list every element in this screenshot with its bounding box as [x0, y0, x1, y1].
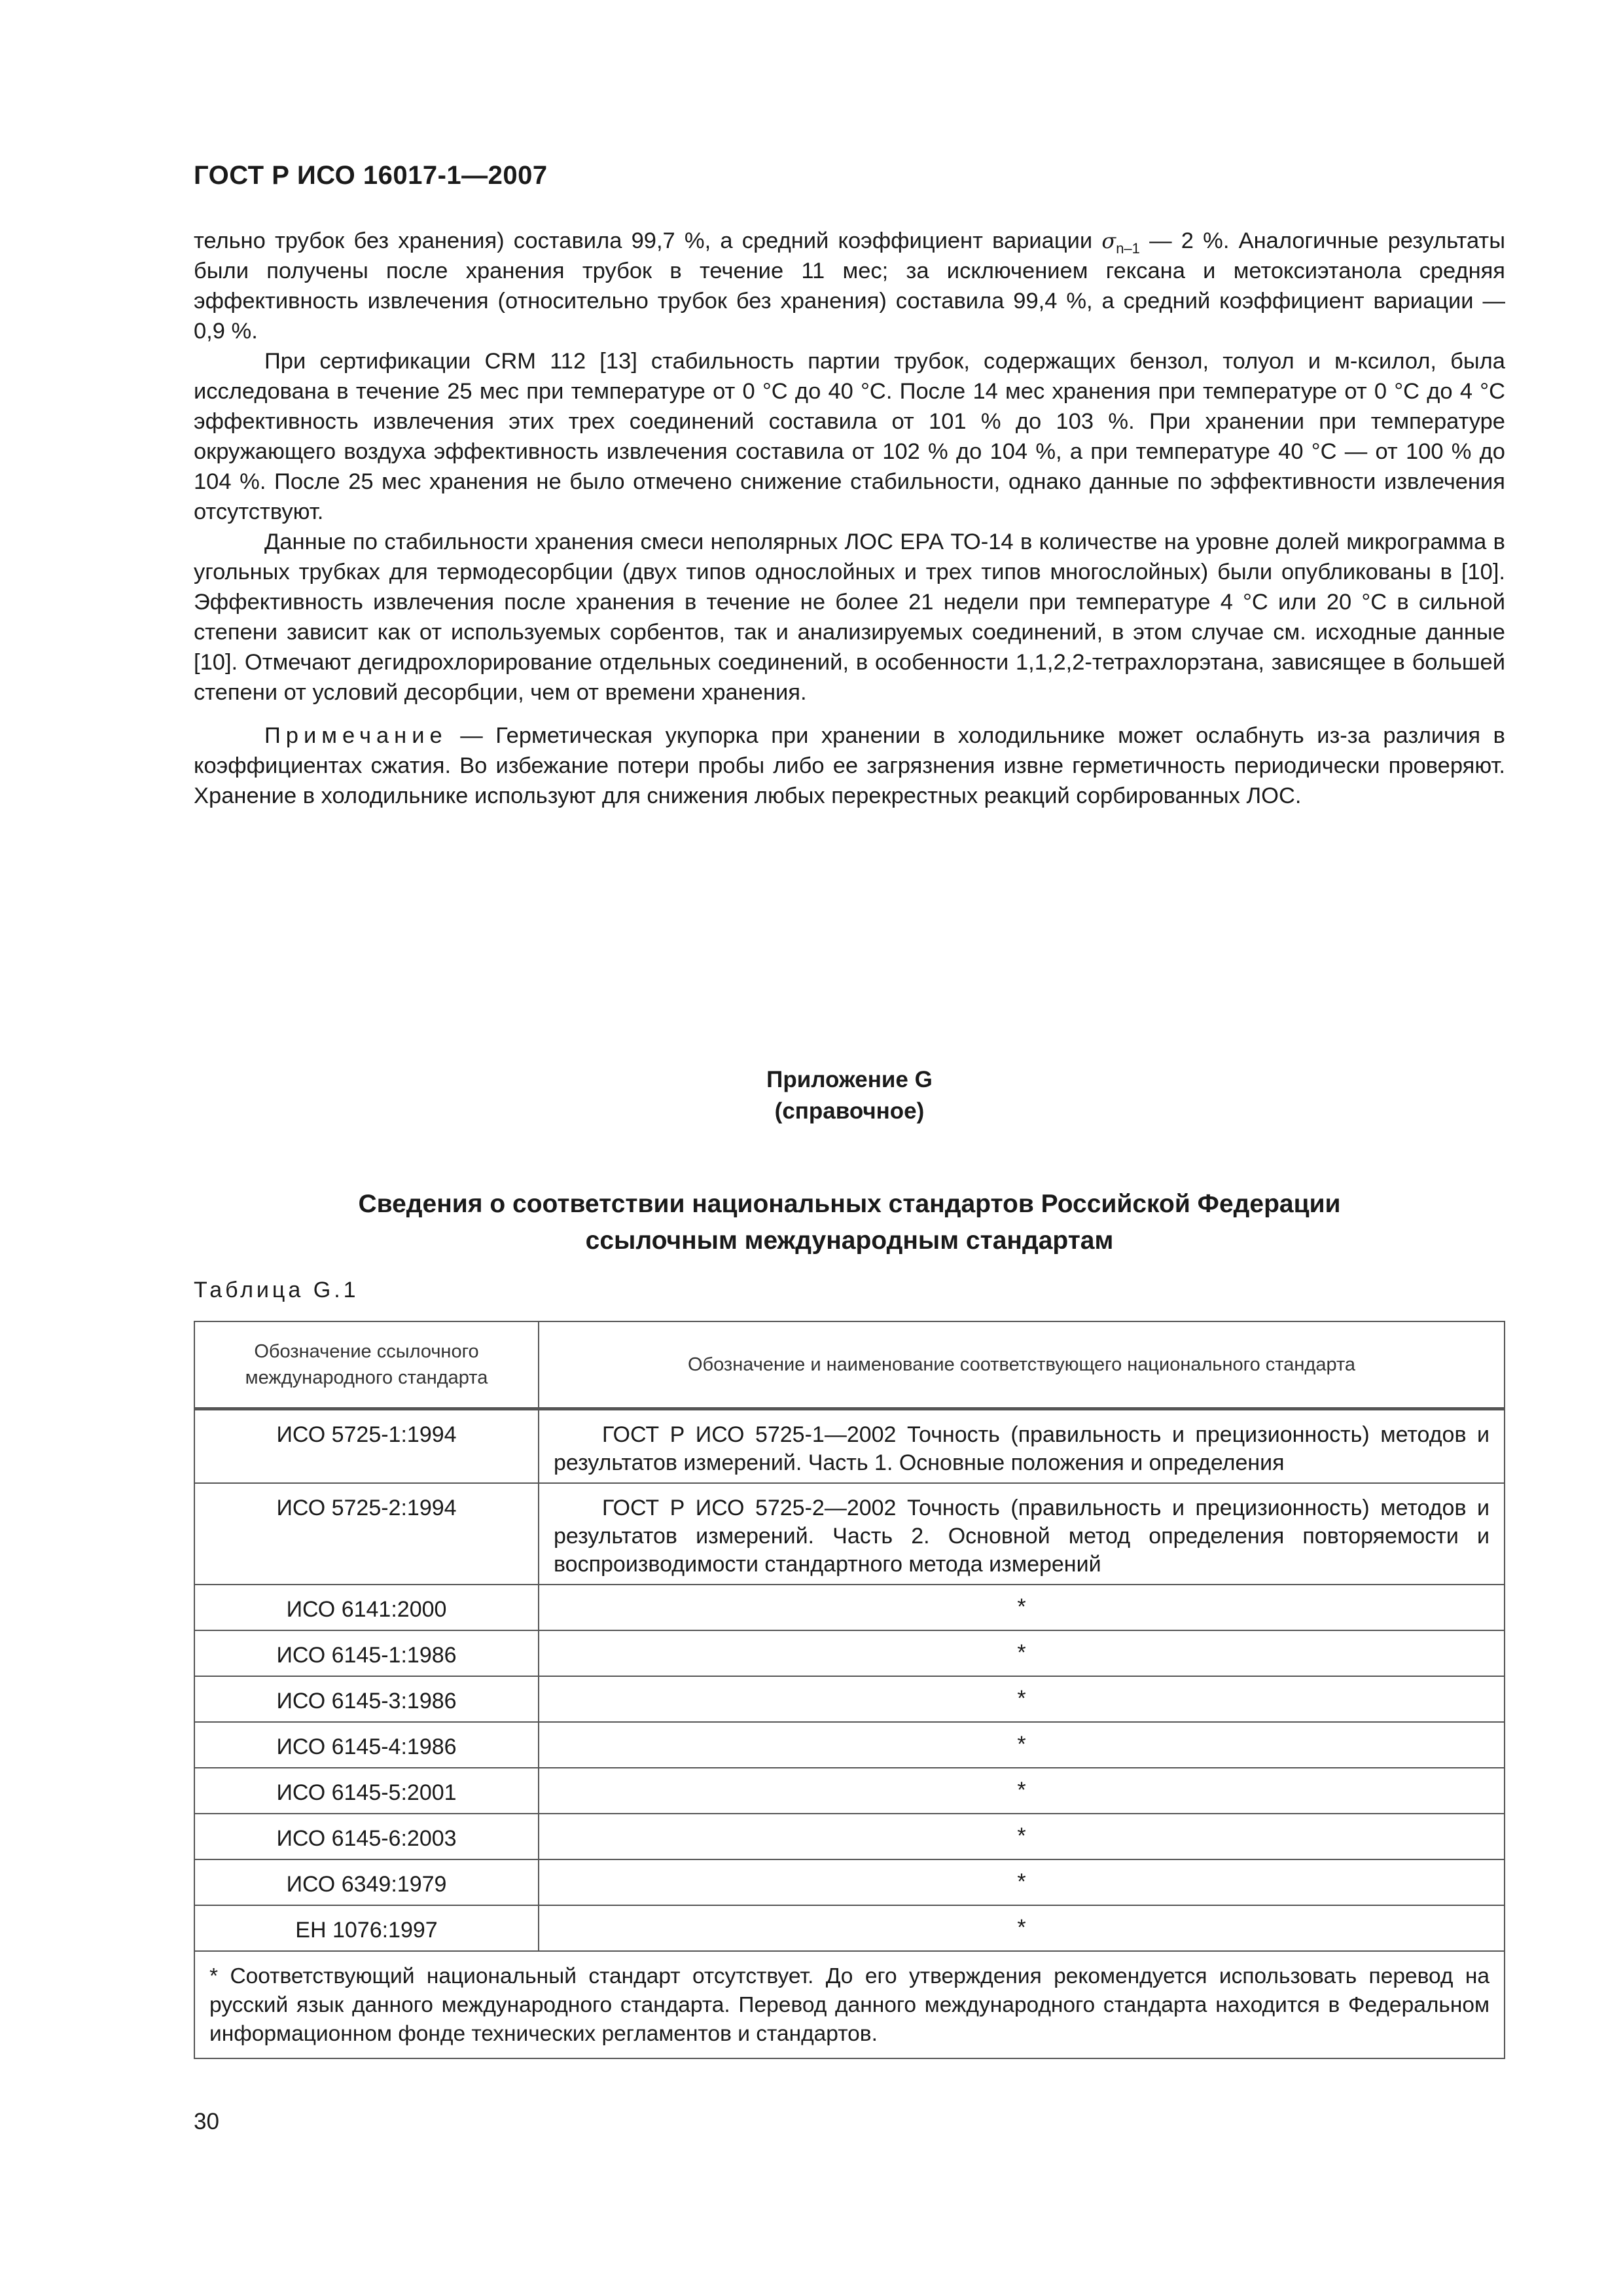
- note-text: — Герметическая укупорка при хранении в холодильнике может ослабнуть из-за различия в коэффициентах сжатия. Во избежание потери пробы либо ее загрязнения извне герметичность периодически проверяют. Хранение в холодильнике используют для снижения любых перекрестных реакций сорбированных ЛОС.: [194, 723, 1505, 808]
- table-row: [194, 1676, 1505, 1722]
- table-row: [194, 1722, 1505, 1768]
- table-caption-word: Таблица: [194, 1278, 304, 1302]
- table-caption-number: G.1: [304, 1278, 359, 1302]
- table-row: [194, 1768, 1505, 1814]
- table-row: [194, 1585, 1505, 1630]
- note-label: Примечание: [264, 723, 448, 748]
- no-national-standard-mark: *: [539, 1630, 1505, 1676]
- annex-heading-line-2: ссылочным международным стандартам: [585, 1227, 1114, 1255]
- annex-label: Приложение G: [766, 1067, 933, 1092]
- table-row: [194, 1859, 1505, 1905]
- international-standard-code: ИСО 6145-1:1986: [194, 1630, 539, 1676]
- paragraph-1-part-a: тельно трубок без хранения) составила 99,7 %, а средний коэффициент вариации: [194, 228, 1102, 253]
- national-standard-name-text: ГОСТ Р ИСО 5725-1—2002 Точность (правильность и прецизионность) методов и результатов измерений. Часть 1. Основные положения и определения: [554, 1422, 1489, 1475]
- national-standard-name-text: ГОСТ Р ИСО 5725-2—2002 Точность (правильность и прецизионность) методов и результатов измерений. Часть 2. Основной метод определения повторяемости и воспроизводимости стандартного метода измерений: [554, 1496, 1489, 1577]
- table-row: [194, 1905, 1505, 1951]
- international-standard-code: ИСО 6349:1979: [194, 1859, 539, 1905]
- paragraph-1-part-b: — 2 %. Аналогичные результаты были получены после хранения трубок в течение 11 мес; за исключением гексана и метоксиэтанола средняя эффективность извлечения (относительно трубок без хранения) составила 99,4 %, а средний коэффициент вариации — 0,9 %.: [194, 228, 1505, 344]
- table-row: [194, 1630, 1505, 1676]
- no-national-standard-mark: *: [539, 1814, 1505, 1859]
- sigma-subscript: n–1: [1116, 240, 1140, 257]
- table-row: [194, 1409, 1505, 1484]
- international-standard-code: ИСО 5725-1:1994: [194, 1409, 539, 1484]
- international-standard-code: ИСО 6145-3:1986: [194, 1676, 539, 1722]
- column-header-national: Обозначение и наименование соответствующего национального стандарта: [539, 1321, 1505, 1409]
- annex-subtitle: (справочное): [774, 1098, 925, 1124]
- column-header-international: Обозначение ссылочного международного стандарта: [194, 1321, 539, 1409]
- international-standard-code: ИСО 5725-2:1994: [194, 1483, 539, 1585]
- international-standard-code: ИСО 6141:2000: [194, 1585, 539, 1630]
- standards-correspondence-table: [194, 1321, 1505, 2059]
- no-national-standard-mark: *: [539, 1676, 1505, 1722]
- no-national-standard-mark: *: [539, 1585, 1505, 1630]
- table-row: [194, 1483, 1505, 1585]
- table-footnote-row: [194, 1951, 1505, 2058]
- international-standard-code: ИСО 6145-6:2003: [194, 1814, 539, 1859]
- table-caption: [194, 1278, 359, 1303]
- national-standard-name: [539, 1483, 1505, 1585]
- document-code-header: ГОСТ Р ИСО 16017-1—2007: [194, 161, 548, 190]
- annex-heading-line-1: Сведения о соответствии национальных стандартов Российской Федерации: [358, 1190, 1341, 1218]
- international-standard-code: ИСО 6145-4:1986: [194, 1722, 539, 1768]
- note-paragraph: [194, 721, 1505, 811]
- table-row: [194, 1814, 1505, 1859]
- paragraph-3: Данные по стабильности хранения смеси неполярных ЛОС ЕРА ТО-14 в количестве на уровне долей микрограмма в угольных трубках для термодесорбции (двух типов однослойных и трех типов многослойных) были опубликованы в [10]. Эффективность извлечения после хранения в течение не более 21 недели при температуре 4 °С или 20 °С в сильной степени зависит как от используемых сорбентов, так и анализируемых соединений, в этом случае см. исходные данные [10]. Отмечают дегидрохлорирование отдельных соединений, в особенности 1,1,2,2-тетрахлорэтана, зависящее в большей степени от условий десорбции, чем от времени хранения.: [194, 529, 1505, 705]
- annex-heading: [194, 1186, 1505, 1259]
- international-standard-code: ИСО 6145-5:2001: [194, 1768, 539, 1814]
- international-standard-code: ЕН 1076:1997: [194, 1905, 539, 1951]
- no-national-standard-mark: *: [539, 1722, 1505, 1768]
- no-national-standard-mark: *: [539, 1859, 1505, 1905]
- sigma-symbol: σ: [1101, 228, 1116, 253]
- national-standard-name: [539, 1409, 1505, 1484]
- paragraph-2: При сертификации CRM 112 [13] стабильность партии трубок, содержащих бензол, толуол и м-ксилол, была исследована в течение 25 мес при температуре от 0 °С до 40 °С. После 14 мес хранения при температуре от 0 °С до 4 °С эффективность извлечения этих трех соединений составила от 101 % до 103 %. При хранении при температуре окружающего воздуха эффективность извлечения составила от 102 % до 104 %, а при температуре 40 °С — от 100 % до 104 %. После 25 мес хранения не было отмечено снижение стабильности, однако данные по эффективности извлечения отсутствуют.: [194, 349, 1505, 524]
- page-number: 30: [194, 2109, 219, 2134]
- no-national-standard-mark: *: [539, 1905, 1505, 1951]
- body-text: [194, 226, 1505, 811]
- paragraph-1: [194, 226, 1505, 346]
- table-header-row: [194, 1321, 1505, 1409]
- table-footnote: * Соответствующий национальный стандарт отсутствует. До его утверждения рекомендуется использовать перевод на русский язык данного международного стандарта. Перевод данного международного стандарта находится в Федеральном информационном фонде технических регламентов и стандартов.: [194, 1951, 1505, 2058]
- annex-title: [194, 1064, 1505, 1127]
- no-national-standard-mark: *: [539, 1768, 1505, 1814]
